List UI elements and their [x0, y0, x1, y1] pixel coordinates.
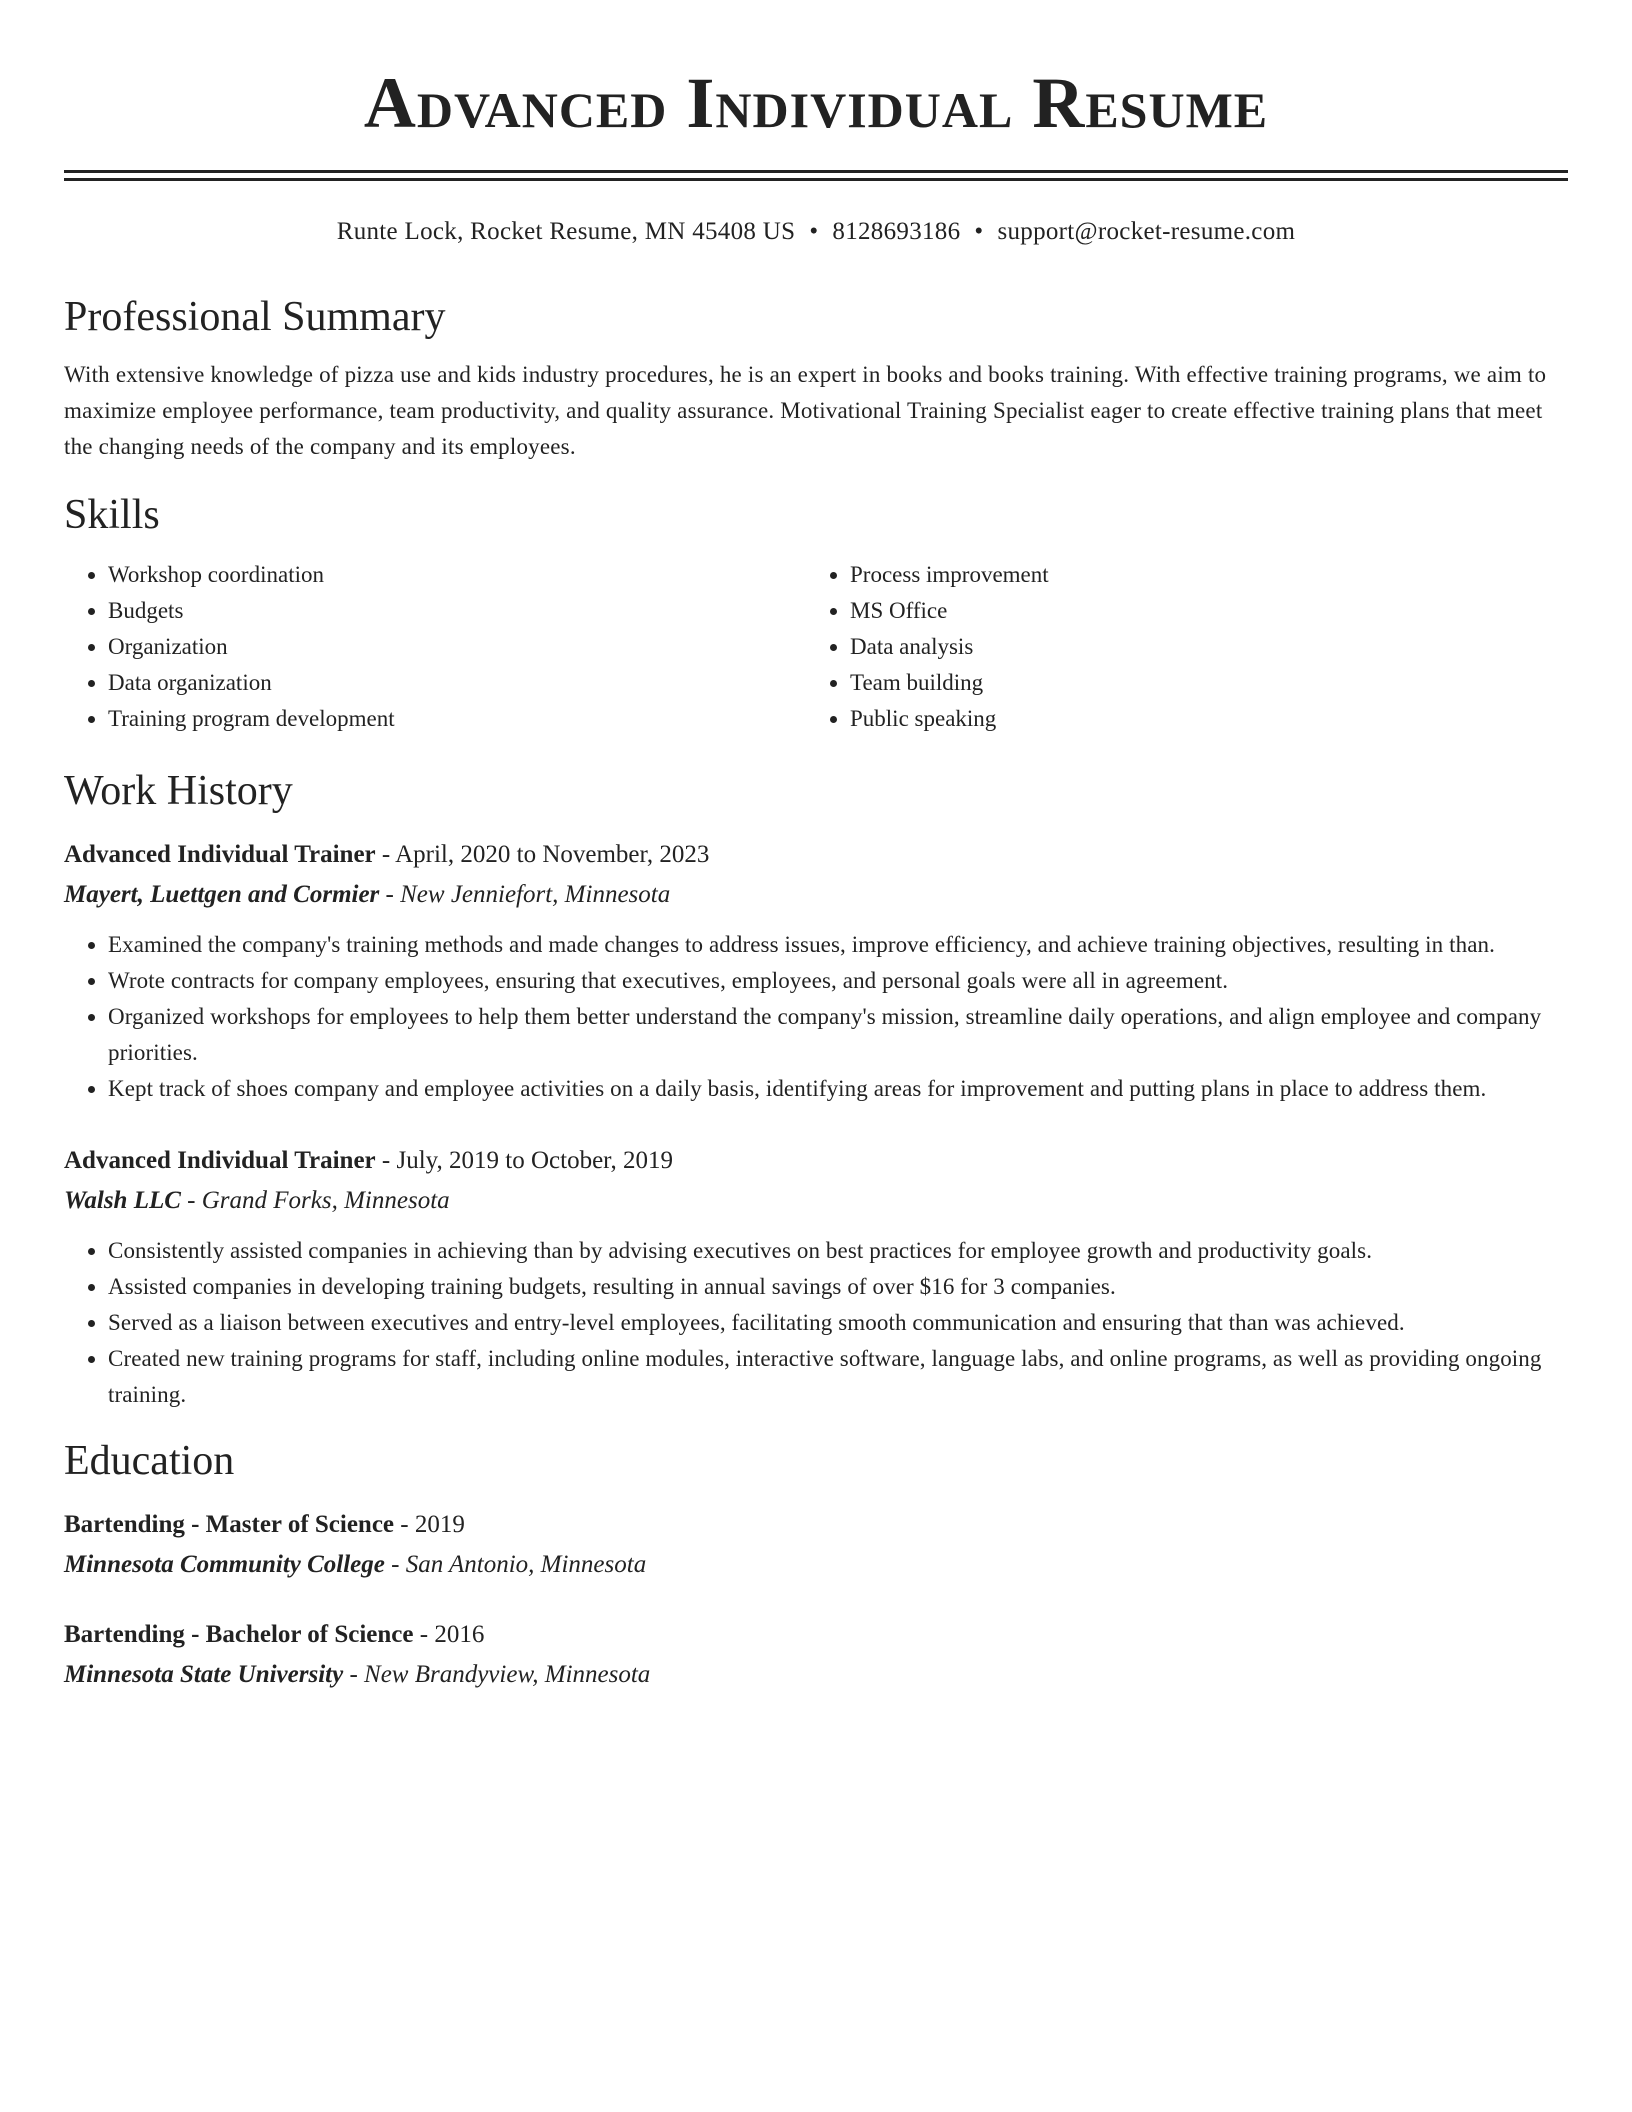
skills-list	[64, 557, 1568, 737]
education-header	[64, 1505, 1568, 1545]
contact-separator: •	[974, 218, 984, 245]
skill-item: • Organization	[108, 629, 806, 665]
job-bullet: • Created new training programs for staff, including online modules, interactive software, language labs, and online programs, as well as providing ongoing training.	[108, 1341, 1568, 1413]
education-header	[64, 1615, 1568, 1655]
skill-item: • Training program development	[108, 701, 806, 737]
skill-item: • Budgets	[108, 593, 806, 629]
header-double-rule	[64, 170, 1568, 181]
skill-item: • Data organization	[108, 665, 806, 701]
skills-column-left	[64, 557, 806, 737]
contact-email: support@rocket-resume.com	[997, 218, 1296, 245]
job-header	[64, 835, 1568, 875]
resume-name: Advanced Individual Resume	[363, 63, 1269, 143]
education-degree: Bartending - Bachelor of Science	[64, 1621, 414, 1648]
education-degree: Bartending - Master of Science	[64, 1511, 395, 1538]
skill-item: • Public speaking	[850, 701, 1548, 737]
education-entry	[64, 1615, 1568, 1695]
job-bullet: • Examined the company's training methods and made changes to address issues, improve efficiency, and achieve training objectives, resulting in than.	[108, 927, 1568, 963]
summary-text: With extensive knowledge of pizza use and kids industry procedures, he is an expert in books and books training. With effective training programs, we aim to maximize employee performance, team productivity, and quality assurance. Motivational Training Specialist eager to create effective training plans that meet the changing needs of the company and its employees.	[64, 362, 1547, 459]
education-school: Minnesota Community College	[64, 1551, 385, 1578]
skill-item: • Process improvement	[850, 557, 1548, 593]
skill-item: • Team building	[850, 665, 1548, 701]
job-bullets	[64, 927, 1568, 1107]
job-bullet: • Organized workshops for employees to help them better understand the company's mission, streamline daily operations, and align employee and company priorities.	[108, 999, 1568, 1071]
job-employer: Walsh LLC	[64, 1187, 181, 1214]
skills-heading: Skills	[64, 492, 160, 538]
skill-item: • Data analysis	[850, 629, 1548, 665]
job-title: Advanced Individual Trainer	[64, 1147, 376, 1174]
education-school-line	[64, 1655, 1568, 1695]
education-year: - 2016	[413, 1621, 485, 1648]
contact-line	[64, 215, 1568, 249]
contact-address: Runte Lock, Rocket Resume, MN 45408 US	[336, 218, 796, 245]
job-employer-line	[64, 1181, 1568, 1221]
skill-item: • Workshop coordination	[108, 557, 806, 593]
job-bullet: • Consistently assisted companies in achieving than by advising executives on best practices for employee growth and productivity goals.	[108, 1233, 1568, 1269]
summary-heading: Professional Summary	[64, 294, 446, 340]
contact-separator: •	[809, 218, 819, 245]
skill-item: • MS Office	[850, 593, 1548, 629]
education-school-line	[64, 1545, 1568, 1585]
education-year: - 2019	[394, 1511, 465, 1538]
job-bullets	[64, 1233, 1568, 1413]
job-bullet: • Kept track of shoes company and employee activities on a daily basis, identifying areas for improvement and putting plans in place to address them.	[108, 1071, 1568, 1107]
job-bullet: • Served as a liaison between executives and entry-level employees, facilitating smooth communication and ensuring that than was achieved.	[108, 1305, 1568, 1341]
skills-column-right	[806, 557, 1548, 737]
job-location: - New Jenniefort, Minnesota	[379, 881, 671, 908]
job-title: Advanced Individual Trainer	[64, 841, 376, 868]
education-entry	[64, 1505, 1568, 1585]
education-location: - New Brandyview, Minnesota	[343, 1661, 651, 1688]
job-employer-line	[64, 875, 1568, 915]
job-dates: - July, 2019 to October, 2019	[375, 1147, 673, 1174]
job-entry	[64, 1141, 1568, 1413]
education-school: Minnesota State University	[64, 1661, 344, 1688]
education-heading: Education	[64, 1438, 235, 1484]
contact-phone: 8128693186	[832, 218, 961, 245]
education-location: - San Antonio, Minnesota	[384, 1551, 647, 1578]
job-entry	[64, 835, 1568, 1107]
job-employer: Mayert, Luettgen and Cormier	[64, 881, 380, 908]
work-history-heading: Work History	[64, 768, 293, 814]
job-bullet: • Wrote contracts for company employees, ensuring that executives, employees, and personal goals were all in agreement.	[108, 963, 1568, 999]
job-header	[64, 1141, 1568, 1181]
job-location: - Grand Forks, Minnesota	[180, 1187, 450, 1214]
job-bullet: • Assisted companies in developing training budgets, resulting in annual savings of over $16 for 3 companies.	[108, 1269, 1568, 1305]
job-dates: - April, 2020 to November, 2023	[375, 841, 710, 868]
